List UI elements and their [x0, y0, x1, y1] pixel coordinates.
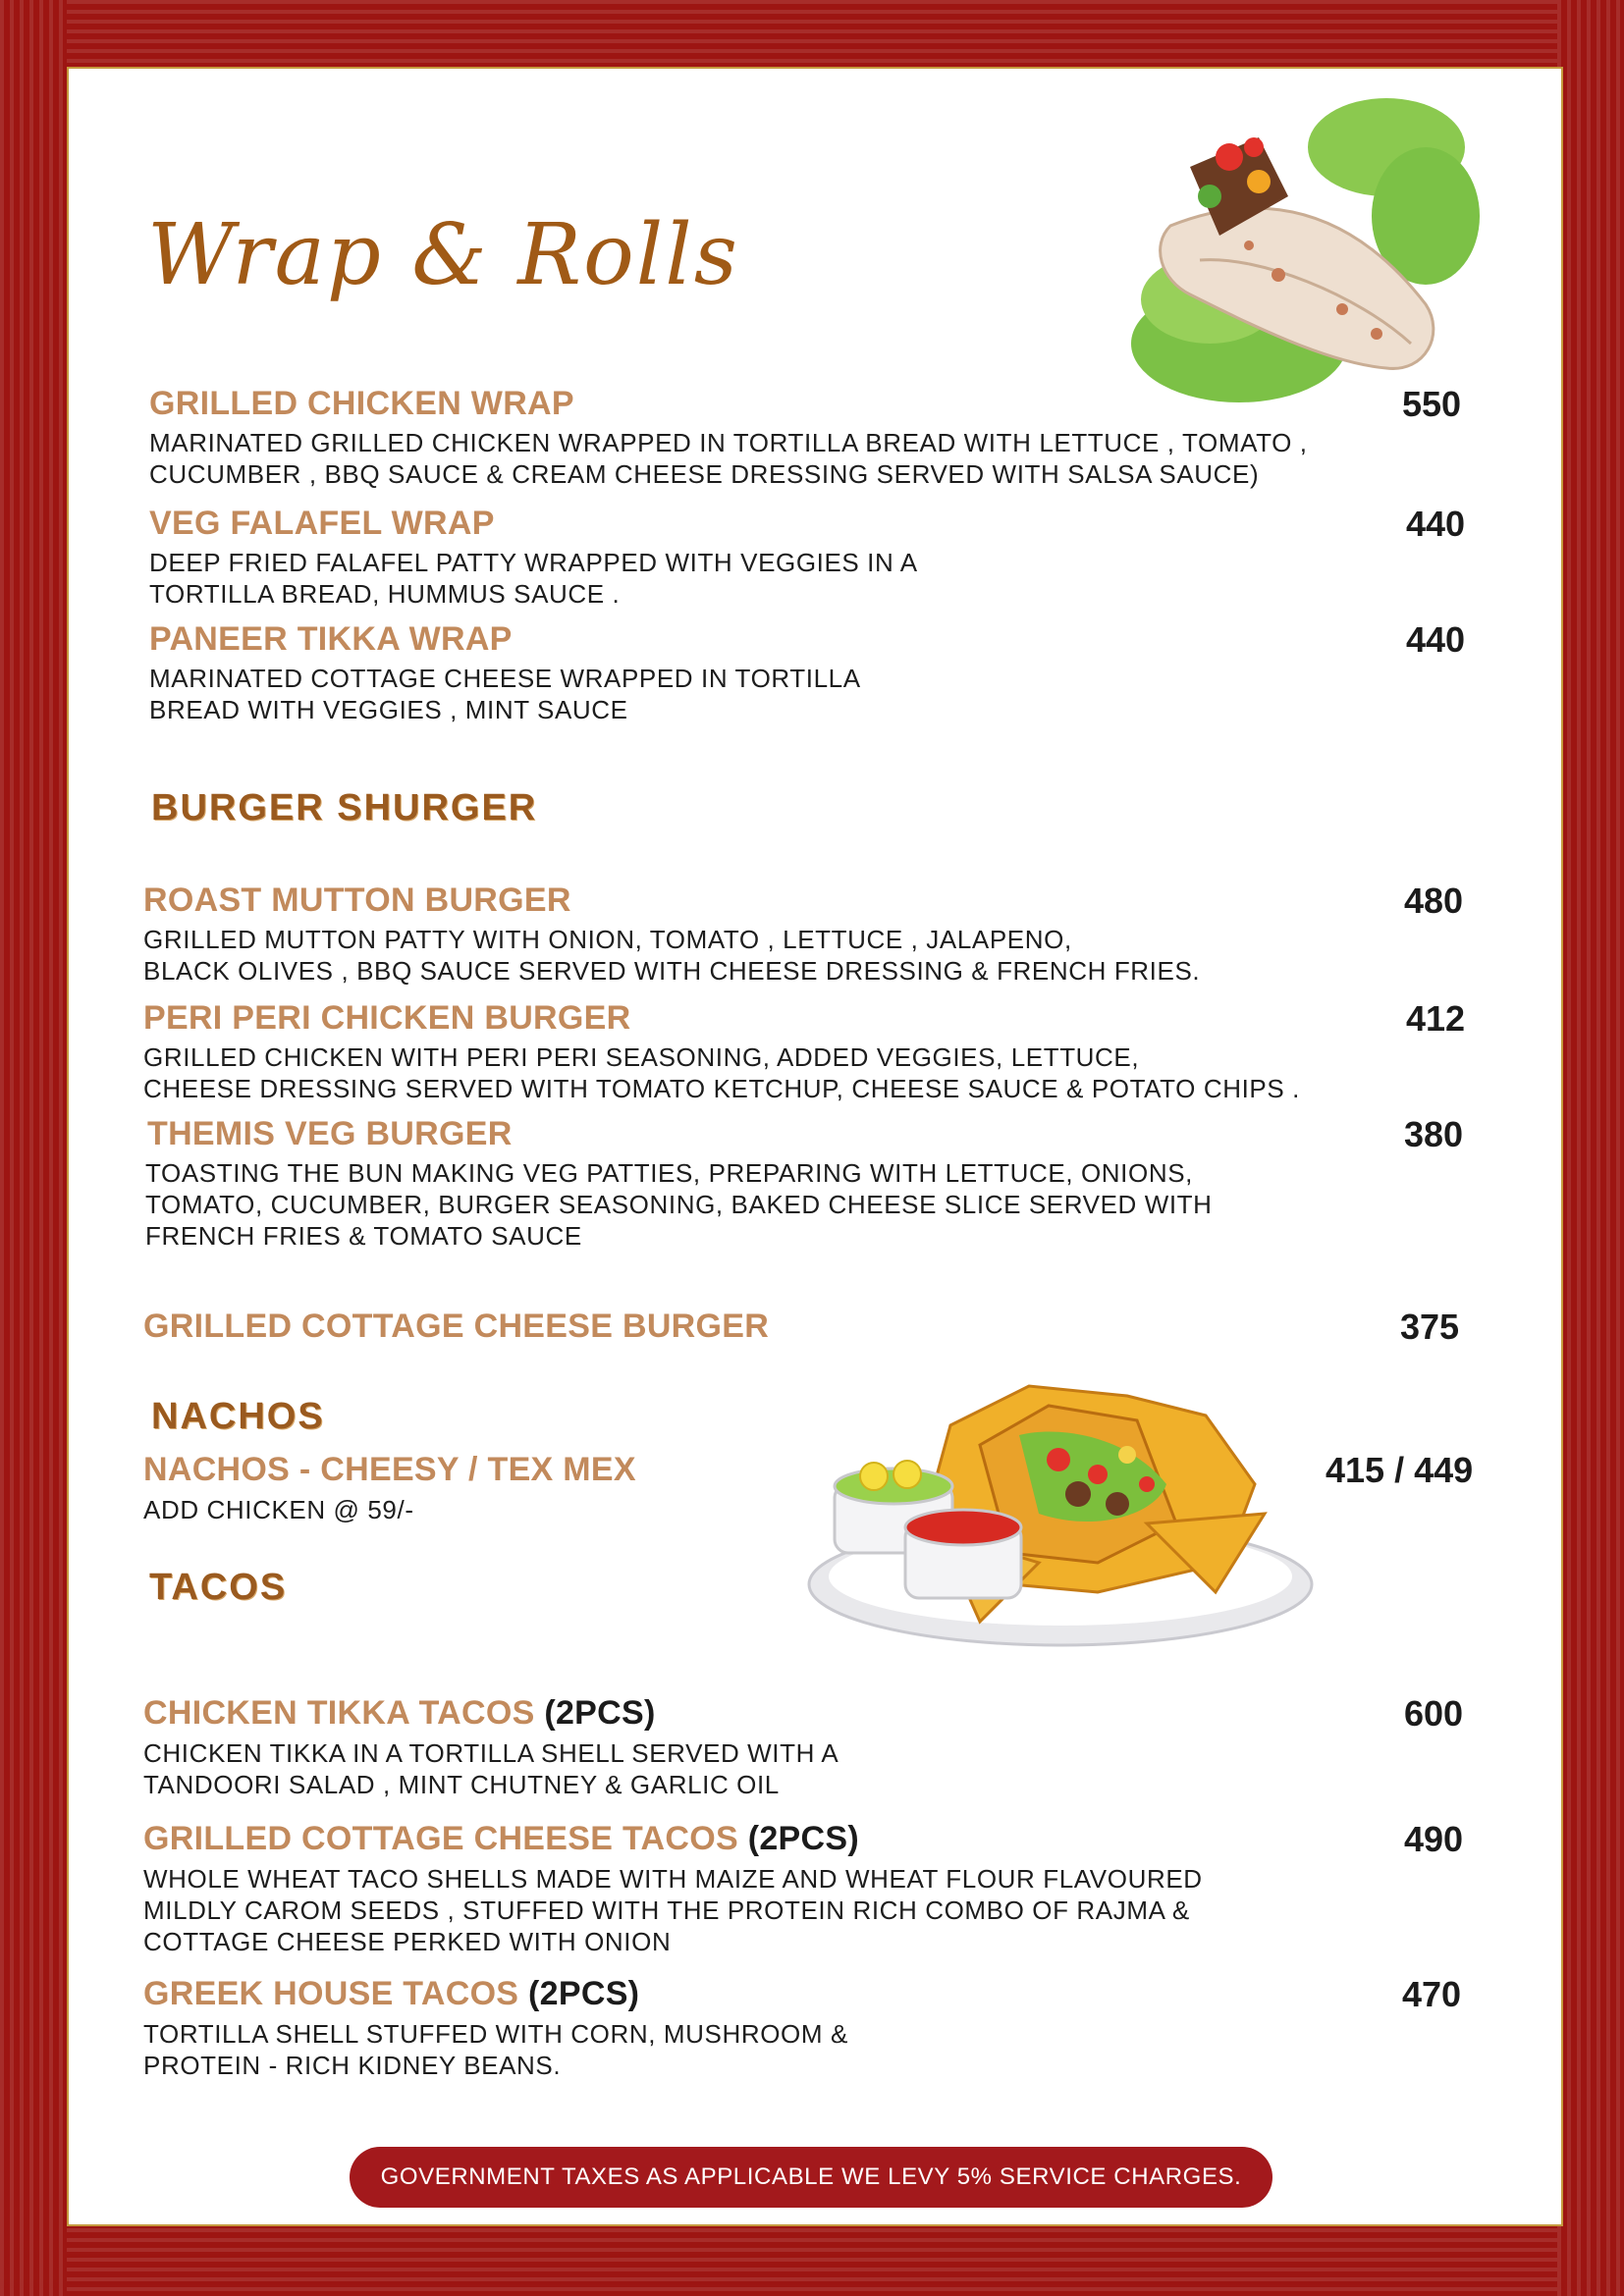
item-price-grilled-cottage-cheese-burger: 375	[1400, 1307, 1460, 1347]
item-price-roast-mutton-burger: 480	[1404, 881, 1464, 921]
item-desc-themis-veg-burger	[145, 1157, 1213, 1252]
item-desc-grilled-cottage-cheese-tacos	[143, 1863, 1203, 1957]
desc-line: GRILLED CHICKEN WITH PERI PERI SEASONING, ADDED VEGGIES, LETTUCE,	[143, 1042, 1140, 1072]
item-desc-veg-falafel-wrap	[149, 547, 918, 610]
item-qty: (2PCS)	[747, 1820, 859, 1857]
wrap-illustration	[1131, 88, 1504, 422]
item-name-grilled-cottage-cheese-tacos	[143, 1820, 859, 1858]
item-desc-peri-peri-chicken-burger	[143, 1041, 1300, 1104]
item-name-nachos: NACHOS - CHEESY / TEX MEX	[143, 1451, 636, 1488]
desc-line: TORTILLA BREAD, HUMMUS SAUCE .	[149, 579, 621, 609]
item-price-greek-house-tacos: 470	[1402, 1974, 1462, 2014]
item-name-veg-falafel-wrap: VEG FALAFEL WRAP	[149, 505, 495, 542]
desc-line: DEEP FRIED FALAFEL PATTY WRAPPED WITH VEGGIES IN A	[149, 548, 918, 577]
desc-line: FRENCH FRIES & TOMATO SAUCE	[145, 1221, 582, 1251]
left-border-stripes	[0, 0, 67, 2296]
item-price-veg-falafel-wrap: 440	[1406, 504, 1466, 544]
item-qty: (2PCS)	[544, 1694, 656, 1732]
desc-line: BLACK OLIVES , BBQ SAUCE SERVED WITH CHEESE DRESSING & FRENCH FRIES.	[143, 956, 1201, 986]
nachos-section-title: NACHOS	[151, 1396, 325, 1437]
item-price-paneer-tikka-wrap: 440	[1406, 619, 1466, 660]
desc-line: CUCUMBER , BBQ SAUCE & CREAM CHEESE DRESSING SERVED WITH SALSA SAUCE)	[149, 459, 1260, 489]
menu-card	[67, 67, 1563, 2226]
tacos-section-title: TACOS	[149, 1567, 288, 1608]
desc-line: TOASTING THE BUN MAKING VEG PATTIES, PREPARING WITH LETTUCE, ONIONS,	[145, 1158, 1193, 1188]
item-price-chicken-tikka-tacos: 600	[1404, 1693, 1464, 1734]
item-name-grilled-chicken-wrap: GRILLED CHICKEN WRAP	[149, 385, 574, 422]
desc-line: CHEESE DRESSING SERVED WITH TOMATO KETCHUP, CHEESE SAUCE & POTATO CHIPS .	[143, 1074, 1300, 1103]
item-name-roast-mutton-burger: ROAST MUTTON BURGER	[143, 881, 571, 919]
desc-line: WHOLE WHEAT TACO SHELLS MADE WITH MAIZE AND WHEAT FLOUR FLAVOURED	[143, 1864, 1203, 1894]
item-desc-paneer-tikka-wrap	[149, 663, 861, 725]
item-name-themis-veg-burger: THEMIS VEG BURGER	[147, 1115, 513, 1152]
item-qty: (2PCS)	[528, 1975, 640, 2012]
service-charge-note: GOVERNMENT TAXES AS APPLICABLE WE LEVY 5% SERVICE CHARGES.	[350, 2147, 1272, 2208]
desc-line: COTTAGE CHEESE PERKED WITH ONION	[143, 1927, 672, 1956]
item-price-grilled-cottage-cheese-tacos: 490	[1404, 1819, 1464, 1859]
item-name-grilled-cottage-cheese-burger: GRILLED COTTAGE CHEESE BURGER	[143, 1308, 770, 1345]
desc-line: PROTEIN - RICH KIDNEY BEANS.	[143, 2051, 562, 2080]
item-price-nachos: 415 / 449	[1326, 1450, 1474, 1490]
item-desc-roast-mutton-burger	[143, 924, 1200, 987]
item-desc-grilled-chicken-wrap	[149, 427, 1308, 490]
item-name-greek-house-tacos	[143, 1975, 639, 2013]
item-name-paneer-tikka-wrap: PANEER TIKKA WRAP	[149, 620, 513, 658]
desc-line: MARINATED COTTAGE CHEESE WRAPPED IN TORTILLA	[149, 664, 861, 693]
nachos-illustration	[803, 1366, 1314, 1661]
desc-line: MILDLY CAROM SEEDS , STUFFED WITH THE PROTEIN RICH COMBO OF RAJMA &	[143, 1896, 1190, 1925]
item-price-themis-veg-burger: 380	[1404, 1114, 1464, 1154]
item-name-chicken-tikka-tacos	[143, 1694, 656, 1733]
item-name-text: CHICKEN TIKKA TACOS	[143, 1694, 535, 1732]
item-name-text: GREEK HOUSE TACOS	[143, 1975, 519, 2012]
desc-line: TANDOORI SALAD , MINT CHUTNEY & GARLIC OIL	[143, 1770, 780, 1799]
item-desc-greek-house-tacos	[143, 2018, 848, 2081]
desc-line: GRILLED MUTTON PATTY WITH ONION, TOMATO , LETTUCE , JALAPENO,	[143, 925, 1072, 954]
item-name-peri-peri-chicken-burger: PERI PERI CHICKEN BURGER	[143, 999, 631, 1037]
desc-line: TORTILLA SHELL STUFFED WITH CORN, MUSHROOM &	[143, 2019, 848, 2049]
item-price-peri-peri-chicken-burger: 412	[1406, 998, 1466, 1039]
wraps-section-title: Wrap & Rolls	[147, 206, 739, 304]
desc-line: TOMATO, CUCUMBER, BURGER SEASONING, BAKED CHEESE SLICE SERVED WITH	[145, 1190, 1213, 1219]
burger-section-title: BURGER SHURGER	[151, 787, 538, 828]
desc-line: CHICKEN TIKKA IN A TORTILLA SHELL SERVED WITH A	[143, 1738, 839, 1768]
right-border-stripes	[1557, 0, 1624, 2296]
item-name-text: GRILLED COTTAGE CHEESE TACOS	[143, 1820, 738, 1857]
desc-line: MARINATED GRILLED CHICKEN WRAPPED IN TORTILLA BREAD WITH LETTUCE , TOMATO ,	[149, 428, 1308, 457]
item-desc-chicken-tikka-tacos	[143, 1737, 839, 1800]
item-price-grilled-chicken-wrap: 550	[1402, 384, 1462, 424]
desc-line: BREAD WITH VEGGIES , MINT SAUCE	[149, 695, 628, 724]
item-desc-nachos: ADD CHICKEN @ 59/-	[143, 1495, 414, 1524]
